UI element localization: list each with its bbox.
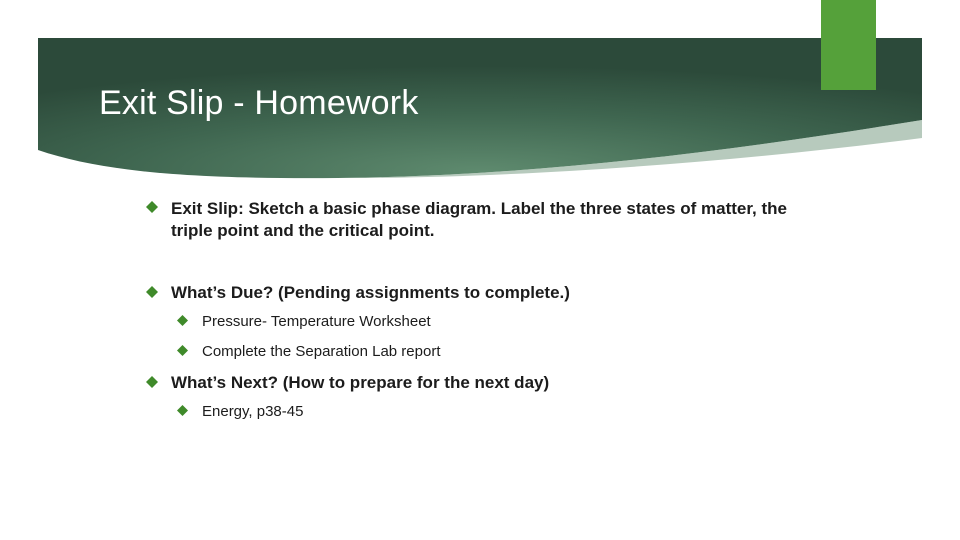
bullet-text-line: triple point and the critical point. [171,221,435,240]
subbullet-pt-worksheet: Pressure- Temperature Worksheet [202,313,431,330]
diamond-bullet-icon [177,315,188,326]
slide-title: Exit Slip - Homework [99,84,419,122]
bullet-whats-next: What’s Next? (How to prepare for the next day) [171,373,550,392]
diamond-bullet-icon [177,405,188,416]
bullet-whats-due: What’s Due? (Pending assignments to complete.) [171,283,570,302]
subbullet-energy-reading: Energy, p38-45 [202,403,304,420]
diamond-bullet-icon [146,286,158,298]
diamond-bullet-icon [146,376,158,388]
bullet-exit-slip [171,198,787,242]
bullet-text-line: Exit Slip: Sketch a basic phase diagram. Label the three states of matter, the [171,199,787,218]
diamond-bullet-icon [146,201,158,213]
subbullet-separation-lab: Complete the Separation Lab report [202,343,441,360]
diamond-bullet-icon [177,345,188,356]
accent-bar [821,0,876,90]
